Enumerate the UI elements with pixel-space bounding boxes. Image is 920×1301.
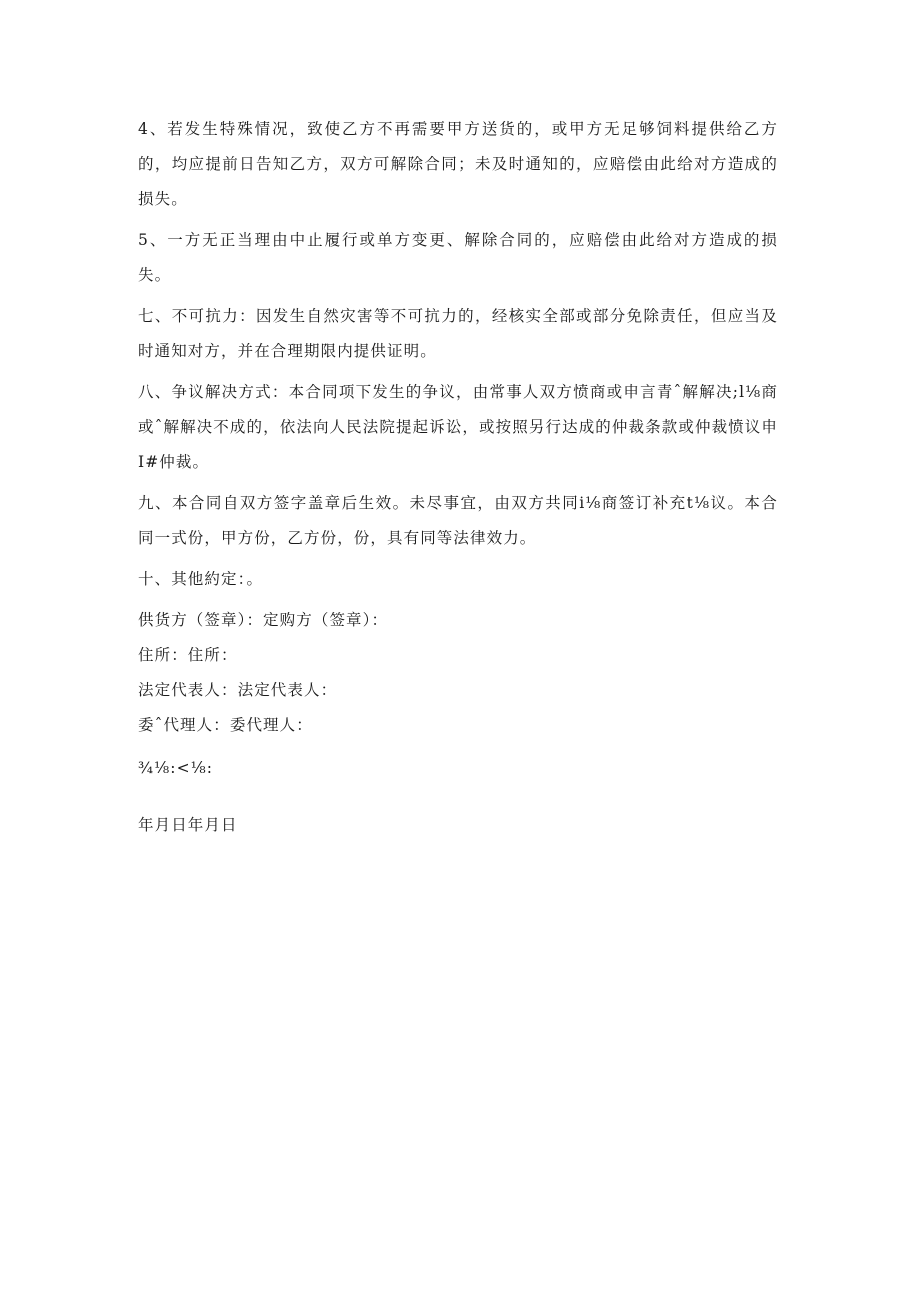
- seal-line: 供货方（签章）：定购方（签章）：: [138, 611, 389, 629]
- date-line: 年月日年月日: [138, 816, 238, 834]
- contract-body: [138, 112, 778, 843]
- signature-block: [138, 603, 778, 843]
- authorized-agent-line: 委ˆ代理人：委代理人：: [138, 716, 313, 734]
- clause-dispute-resolution: 八、争议解决方式：本合同项下发生的争议，由常事人双方愤商或申言青ˆ解解决;l⅛商或ˆ解解决不成的，依法向人民法院提起诉讼，或按照另行达成的仲裁条款或仲裁愤议申I#仲裁。: [138, 383, 778, 471]
- spacer: [138, 743, 778, 751]
- clause-force-majeure: 七、不可抗力：因发生自然灾害等不可抗力的，经核实全部或部分免除责任，但应当及时通知对方，并在合理期限内提供证明。: [138, 307, 778, 360]
- clause-other: 十、其他約定：。: [138, 570, 264, 588]
- legal-representative-line: 法定代表人：法定代表人：: [138, 681, 338, 699]
- clause-4: 4、若发生特殊情况，致使乙方不再需要甲方送货的，或甲方无足够饲料提供给乙方的，均应提前日告知乙方，双方可解除合同；未及时通知的，应赔偿由此给对方造成的损失。: [138, 120, 778, 208]
- garbled-line: ¾⅛:<⅛:: [138, 759, 214, 777]
- clause-5: 5、一方无正当理由中止履行或单方变更、解除合同的，应赔偿由此给对方造成的损失。: [138, 231, 778, 284]
- clause-effectiveness: 九、本合同自双方签字盖章后生效。未尽事宜，由双方共同i⅛商签订补充t⅛议。本合同一式份，甲方份，乙方份，份，具有同等法律效力。: [138, 494, 778, 547]
- address-line: 住所：住所：: [138, 646, 238, 664]
- spacer: [138, 786, 778, 808]
